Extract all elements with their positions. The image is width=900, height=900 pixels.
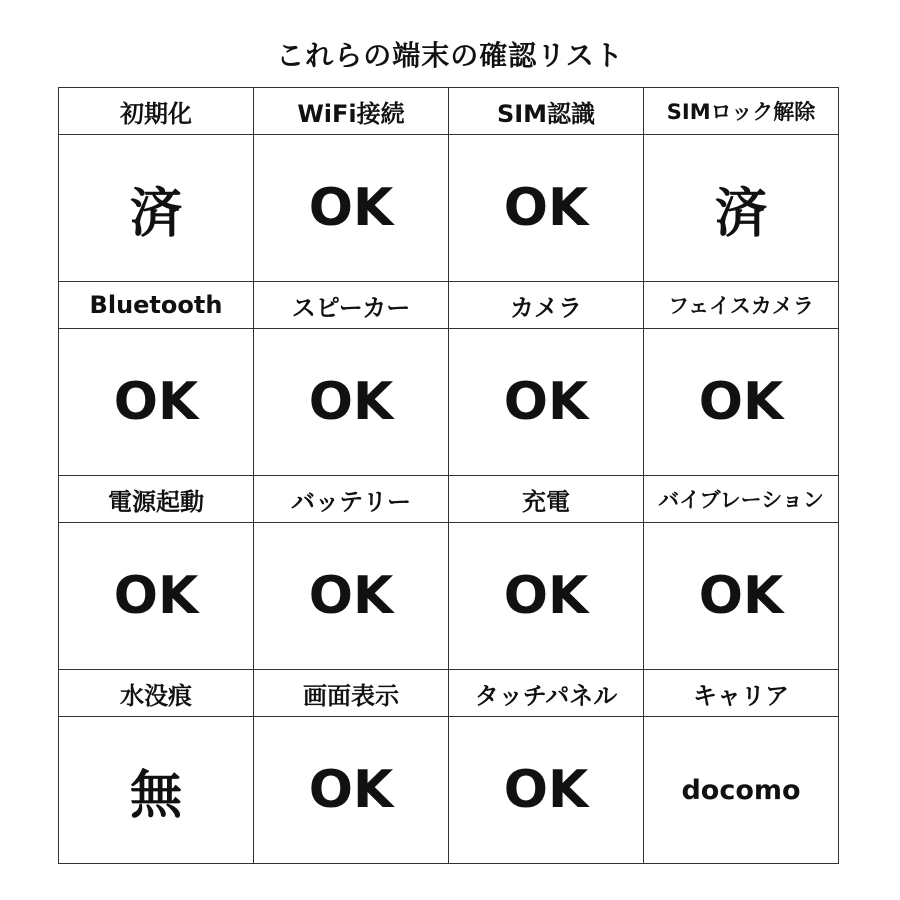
label-screen-display: 画面表示 — [254, 670, 449, 717]
label-speaker: スピーカー — [254, 282, 449, 329]
label-power-on: 電源起動 — [59, 476, 254, 523]
label-charging: 充電 — [449, 476, 644, 523]
value-vibration: OK — [644, 523, 839, 670]
value-screen-display: OK — [254, 717, 449, 864]
label-row-2 — [59, 282, 839, 329]
value-camera: OK — [449, 329, 644, 476]
label-initialization: 初期化 — [59, 88, 254, 135]
value-touch-panel: OK — [449, 717, 644, 864]
label-battery: バッテリー — [254, 476, 449, 523]
checklist-table — [58, 87, 839, 864]
label-vibration: バイブレーション — [644, 476, 839, 523]
value-water-damage: 無 — [59, 717, 254, 864]
label-wifi: WiFi接続 — [254, 88, 449, 135]
label-sim-unlock: SIMロック解除 — [644, 88, 839, 135]
value-face-camera: OK — [644, 329, 839, 476]
value-battery: OK — [254, 523, 449, 670]
value-sim-recognition: OK — [449, 135, 644, 282]
value-row-3 — [59, 523, 839, 670]
label-row-1 — [59, 88, 839, 135]
value-sim-unlock: 済 — [644, 135, 839, 282]
value-speaker: OK — [254, 329, 449, 476]
value-row-1 — [59, 135, 839, 282]
label-water-damage: 水没痕 — [59, 670, 254, 717]
value-initialization: 済 — [59, 135, 254, 282]
label-face-camera: フェイスカメラ — [644, 282, 839, 329]
page-title: これらの端末の確認リスト — [276, 39, 624, 72]
value-row-4 — [59, 717, 839, 864]
label-touch-panel: タッチパネル — [449, 670, 644, 717]
label-bluetooth: Bluetooth — [59, 282, 254, 329]
value-bluetooth: OK — [59, 329, 254, 476]
label-camera: カメラ — [449, 282, 644, 329]
value-charging: OK — [449, 523, 644, 670]
label-sim-recognition: SIM認識 — [449, 88, 644, 135]
value-wifi: OK — [254, 135, 449, 282]
label-row-3 — [59, 476, 839, 523]
value-row-2 — [59, 329, 839, 476]
label-row-4 — [59, 670, 839, 717]
label-carrier: キャリア — [644, 670, 839, 717]
value-power-on: OK — [59, 523, 254, 670]
value-carrier: docomo — [644, 717, 839, 864]
